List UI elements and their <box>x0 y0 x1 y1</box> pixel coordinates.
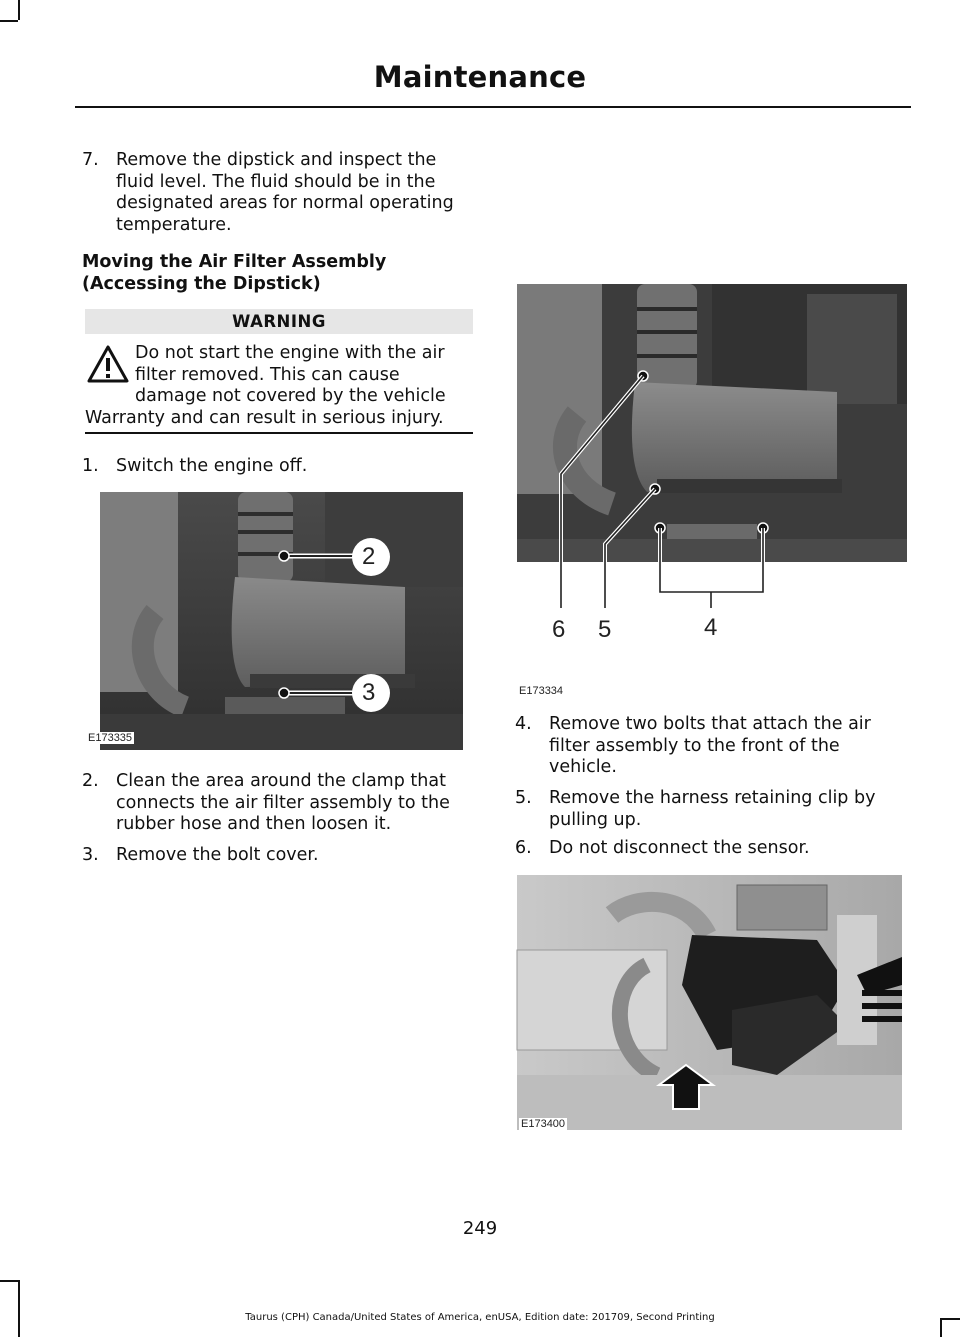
step-5: 5. Remove the harness retaining clip by pulling up. <box>515 788 876 830</box>
page-title: Maintenance <box>373 60 587 94</box>
crop-mark <box>18 0 20 20</box>
section-heading: Moving the Air Filter Assembly (Accessing the Dipstick) <box>82 252 387 294</box>
step-number: 7. <box>82 150 99 170</box>
step-text: Remove the dipstick and inspect the fluid level. The fluid should be in the designated areas for normal operating temperature. <box>116 150 454 235</box>
step-4: 4. Remove two bolts that attach the air filter assembly to the front of the vehicle. <box>515 714 871 777</box>
step-1: 1. Switch the engine off. <box>82 456 308 476</box>
callout-2: 2 <box>362 543 376 570</box>
figure-id: E173334 <box>519 685 564 697</box>
header-rule <box>75 106 911 108</box>
step-6: 6. Do not disconnect the sensor. <box>515 838 810 858</box>
callout-3: 3 <box>362 679 376 706</box>
crop-mark <box>18 1280 20 1337</box>
engine-photo-1 <box>88 492 463 750</box>
callout-4: 4 <box>704 614 718 641</box>
callout-6: 6 <box>552 616 566 643</box>
callout-leaders <box>517 284 907 644</box>
crop-mark <box>0 20 18 22</box>
page-number: 249 <box>462 1218 498 1239</box>
step-2: 2. Clean the area around the clamp that connects the air filter assembly to the rubber hose and then loosen it. <box>82 771 450 834</box>
step-3: 3. Remove the bolt cover. <box>82 845 319 865</box>
crop-mark <box>0 1280 18 1282</box>
engine-photo-3 <box>517 875 902 1130</box>
figure-id: E173335 <box>88 732 133 744</box>
warning-label: WARNING <box>85 309 473 334</box>
footer-text: Taurus (CPH) Canada/United States of America, enUSA, Edition date: 201709, Second Printing <box>245 1312 715 1323</box>
step-7 <box>82 150 477 240</box>
warning-rule <box>85 432 473 434</box>
up-arrow-icon <box>657 1063 715 1111</box>
warning-text: Do not start the engine with the air filter removed. This can cause damage not covered by the vehicle Warranty and can result in serious injury. <box>85 343 446 428</box>
figure-id: E173400 <box>521 1118 566 1130</box>
callout-5: 5 <box>598 616 612 643</box>
